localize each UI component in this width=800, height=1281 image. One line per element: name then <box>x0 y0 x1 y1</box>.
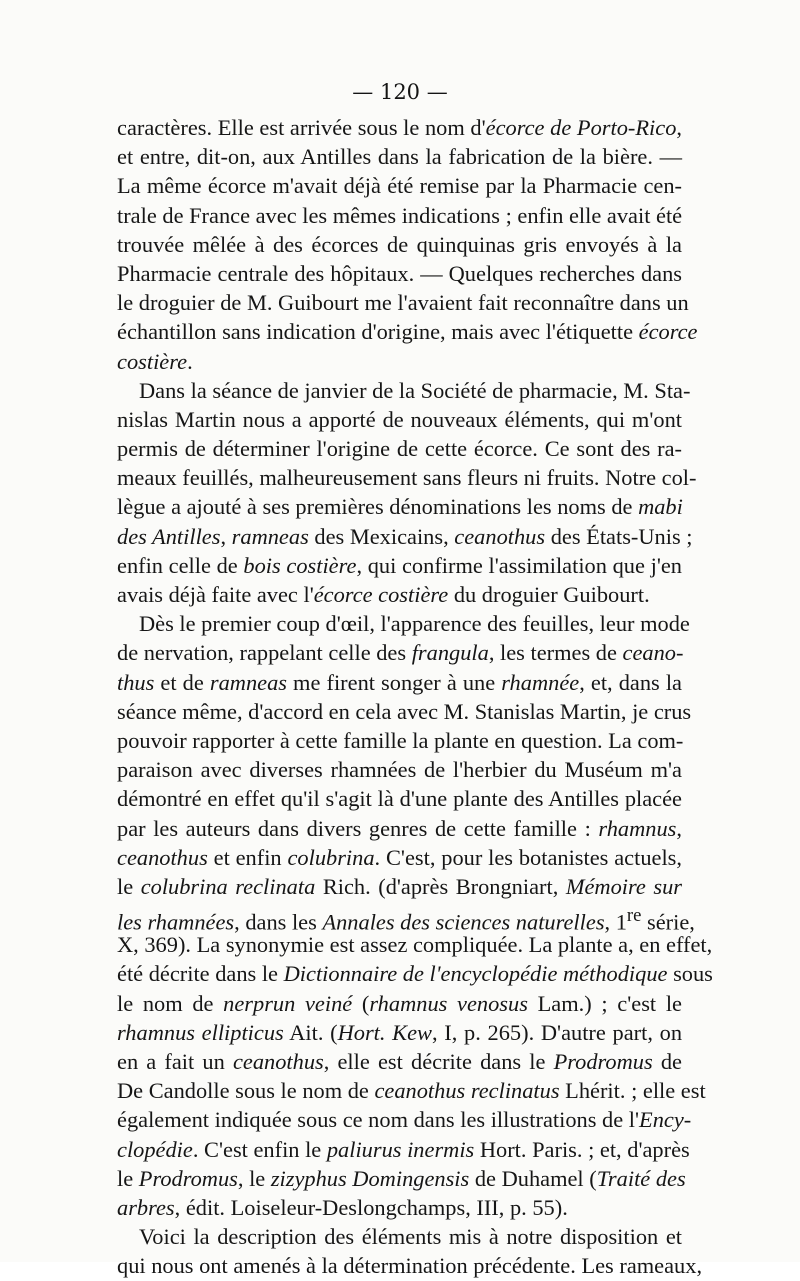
text-line: et entre, dit-on, aux Antilles dans la fabrication de la bière. — <box>117 144 682 170</box>
text-line: enfin celle de bois costière, qui confirme l'assimilation que j'en <box>117 552 682 578</box>
text-line: pouvoir rapporter à cette famille la plante en question. La com- <box>117 727 684 753</box>
text-line: de nervation, rappelant celle des frangula, les termes de ceano- <box>117 640 684 666</box>
text-line: Pharmacie centrale des hôpitaux. — Quelques recherches dans <box>117 260 682 286</box>
text-line: nislas Martin nous a apporté de nouveaux éléments, qui m'ont <box>117 406 682 432</box>
text-line: le droguier de M. Guibourt me l'avaient fait reconnaître dans un <box>117 290 689 316</box>
text-line: été décrite dans le Dictionnaire de l'encyclopédie méthodique sous <box>117 961 713 987</box>
text-line: par les auteurs dans divers genres de cette famille : rhamnus, <box>117 815 682 841</box>
text-line: La même écorce m'avait déjà été remise par la Pharmacie cen- <box>117 173 682 199</box>
body-text <box>117 113 713 1281</box>
text-line: paraison avec diverses rhamnées de l'herbier du Muséum m'a <box>117 757 682 783</box>
text-line: en a fait un ceanothus, elle est décrite dans le Prodromus de <box>117 1049 682 1074</box>
text-line: des Antilles, ramneas des Mexicains, ceanothus des États-Unis ; <box>117 523 693 549</box>
text-line: De Candolle sous le nom de ceanothus reclinatus Lhérit. ; elle est <box>117 1078 706 1104</box>
text-line: qui nous ont amenés à la détermination précédente. Les rameaux, <box>117 1253 703 1279</box>
text-line: rhamnus ellipticus Ait. (Hort. Kew, I, p. 265). D'autre part, on <box>117 1019 683 1045</box>
text-line: X, 369). La synonymie est assez compliquée. La plante a, en effet, <box>117 932 713 958</box>
text-line: ceanothus et enfin colubrina. C'est, pour les botanistes actuels, <box>117 844 682 870</box>
text-line: le nom de nerprun veiné (rhamnus venosus Lam.) ; c'est le <box>117 990 682 1016</box>
text-line: trale de France avec les mêmes indications ; enfin elle avait été <box>117 202 683 228</box>
text-line: Voici la description des éléments mis à notre disposition et <box>139 1224 682 1250</box>
text-line: caractères. Elle est arrivée sous le nom d'écorce de Porto-Rico, <box>117 115 683 140</box>
text-line: démontré en effet qu'il s'agit là d'une plante des Antilles placée <box>117 786 682 812</box>
text-line: arbres, édit. Loiseleur-Deslongchamps, III, p. 55). <box>117 1194 568 1220</box>
text-line: clopédie. C'est enfin le paliurus inermis Hort. Paris. ; et, d'après <box>117 1136 690 1162</box>
text-line: lègue a ajouté à ses premières dénominations les noms de mabi <box>117 494 683 520</box>
page-number: — 120 — <box>352 80 448 104</box>
text-line: échantillon sans indication d'origine, mais avec l'étiquette écorce <box>117 319 698 345</box>
text-line: trouvée mêlée à des écorces de quinquinas gris envoyés à la <box>117 231 682 257</box>
text-line: avais déjà faite avec l'écorce costière du droguier Guibourt. <box>117 582 650 607</box>
text-line: le colubrina reclinata Rich. (d'après Brongniart, Mémoire sur <box>117 873 682 899</box>
text-line: Dans la séance de janvier de la Société de pharmacie, M. Sta- <box>139 377 691 403</box>
text-line: permis de déterminer l'origine de cette écorce. Ce sont des ra- <box>117 436 682 462</box>
text-line: costière. <box>117 348 193 374</box>
text-line: meaux feuillés, malheureusement sans fleurs ni fruits. Notre col- <box>117 465 697 491</box>
text-line: également indiquée sous ce nom dans les illustrations de l'Ency- <box>117 1107 692 1133</box>
text-line: les rhamnées, dans les Annales des sciences naturelles, 1re série, <box>117 905 695 935</box>
text-line: thus et de ramneas me firent songer à une rhamnée, et, dans la <box>117 669 682 695</box>
text-line: Dès le premier coup d'œil, l'apparence des feuilles, leur mode <box>139 611 690 637</box>
text-line: séance même, d'accord en cela avec M. Stanislas Martin, je crus <box>117 698 692 724</box>
text-line: le Prodromus, le zizyphus Domingensis de Duhamel (Traité des <box>117 1165 686 1191</box>
